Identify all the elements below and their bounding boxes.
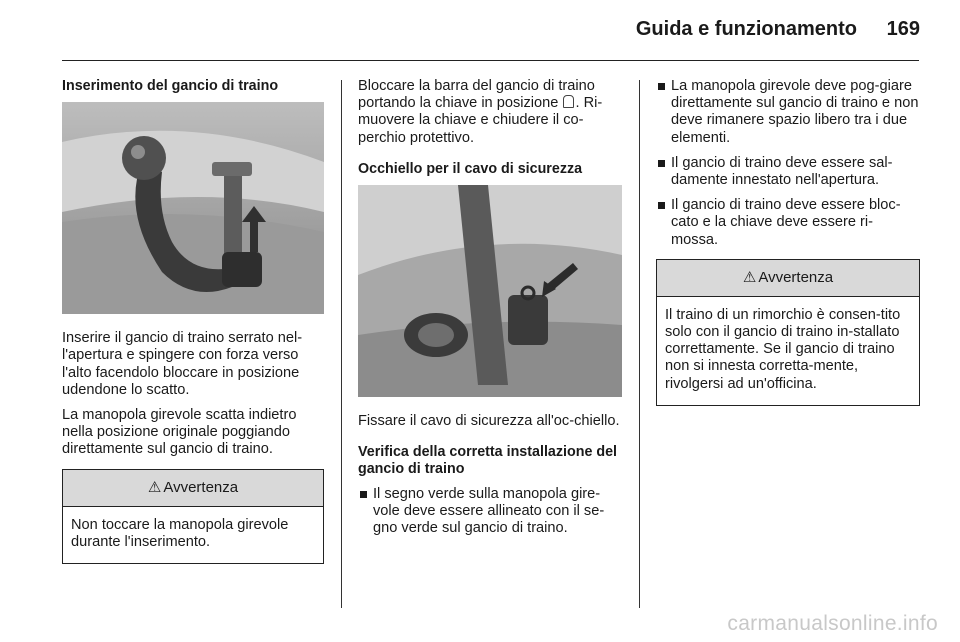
warning-header: ⚠ Avvertenza bbox=[657, 260, 919, 297]
list-item: Il gancio di traino deve essere bloc-cato e la chiave deve essere ri-mossa. bbox=[656, 197, 920, 249]
warning-triangle-icon: ⚠ bbox=[147, 478, 162, 496]
warning-text: Non toccare la manopola girevole durante l'inserimento. bbox=[71, 516, 289, 550]
column-1 bbox=[62, 78, 324, 564]
column-divider-2 bbox=[639, 80, 640, 608]
warning-triangle-icon: ⚠ bbox=[742, 268, 757, 286]
column-2 bbox=[358, 78, 624, 545]
watermark: carmanualsonline.info bbox=[727, 612, 938, 635]
lock-icon bbox=[563, 95, 574, 108]
page-header bbox=[0, 0, 960, 60]
photo-towbar-insertion bbox=[62, 102, 324, 314]
section-title: Guida e funzionamento bbox=[635, 18, 857, 40]
header-divider bbox=[62, 60, 919, 61]
column-divider-1 bbox=[341, 80, 342, 608]
instruction-insert: Inserire il gancio di traino serrato nel-l'apertura e spingere con forza verso l'alto facendolo bloccare in posizione udendone lo scatto. bbox=[62, 330, 303, 398]
list-item: Il gancio di traino deve essere sal-damente innestato nell'apertura. bbox=[656, 155, 920, 189]
heading-insertion: Inserimento del gancio di traino bbox=[62, 78, 279, 94]
instruction-lock: Bloccare la barra del gancio di traino portando la chiave in posizione . Ri-muovere la chiave e chiudere il co-perchio protettivo. bbox=[358, 78, 603, 146]
verify-list-1 bbox=[358, 486, 624, 538]
list-item: Il segno verde sulla manopola gire-vole deve essere allineato con il se-gno verde sul gancio di traino. bbox=[358, 486, 624, 538]
instruction-safety-cable: Fissare il cavo di sicurezza all'oc-chiello. bbox=[358, 413, 620, 430]
list-item: La manopola girevole deve pog-giare direttamente sul gancio di traino e non deve rimanere spazio libero tra i due elementi. bbox=[656, 78, 920, 147]
warning-box-1 bbox=[62, 469, 324, 564]
photo-safety-eye bbox=[358, 185, 622, 397]
verify-list-2 bbox=[656, 78, 920, 249]
heading-safety-eye: Occhiello per il cavo di sicurezza bbox=[358, 160, 583, 177]
warning-header: ⚠ Avvertenza bbox=[63, 470, 323, 507]
heading-verify: Verifica della corretta installazione del gancio di traino bbox=[358, 444, 618, 478]
warning-text: Il traino di un rimorchio è consen-tito solo con il gancio di traino in-stallato correttamente. Se il gancio di traino non si innesta corretta-mente, rivolgersi ad un'officina. bbox=[665, 306, 901, 392]
page-number: 169 bbox=[886, 18, 920, 40]
column-3 bbox=[656, 78, 920, 406]
warning-box-2 bbox=[656, 259, 920, 406]
instruction-knob: La manopola girevole scatta indietro nella posizione originale poggiando direttamente sul gancio di traino. bbox=[62, 407, 297, 458]
